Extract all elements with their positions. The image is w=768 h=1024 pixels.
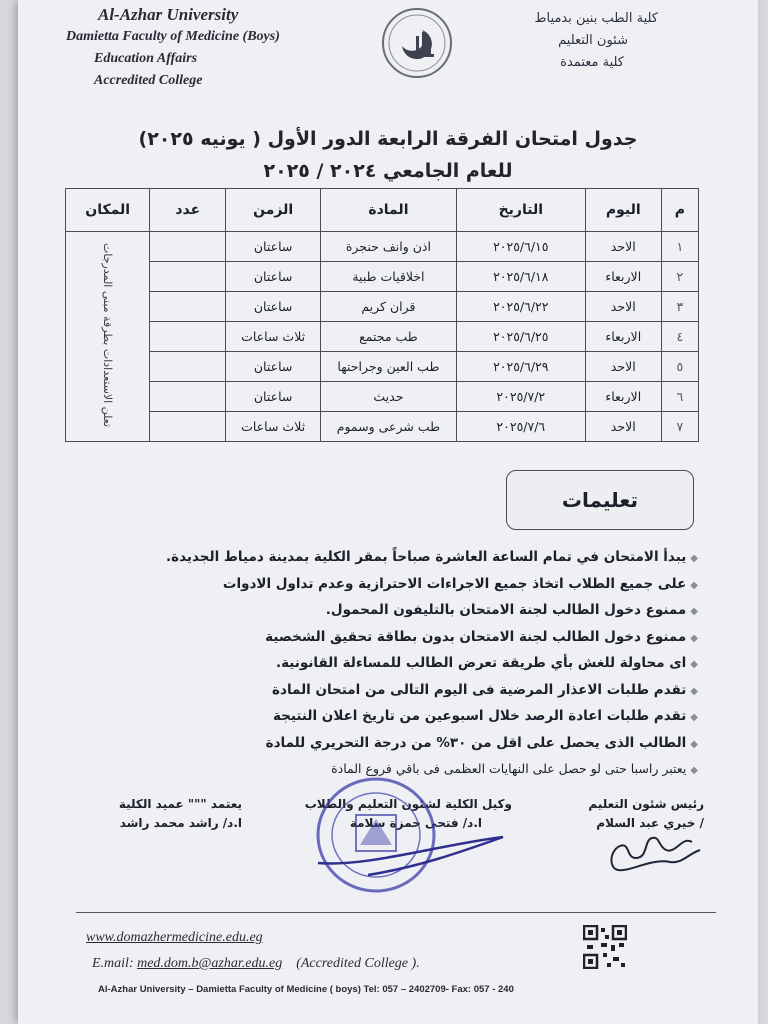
instructions-list bbox=[138, 545, 698, 784]
table-row bbox=[66, 322, 699, 352]
row-duration: ساعتان bbox=[226, 382, 321, 412]
row-subject: طب العين وجراحتها bbox=[321, 352, 457, 382]
bullet-icon: ◆ bbox=[690, 738, 698, 750]
bullet-icon: ◆ bbox=[690, 606, 698, 617]
header-count: عدد bbox=[150, 189, 226, 232]
header-arabic bbox=[535, 8, 658, 74]
row-num: ٢ bbox=[661, 262, 698, 292]
row-day: الاربعاء bbox=[585, 382, 661, 412]
signature-education-head: رئيس شئون التعليم / خيري عبد السلام bbox=[588, 797, 704, 830]
row-subject: طب مجتمع bbox=[321, 322, 457, 352]
header-num: م bbox=[661, 189, 698, 232]
row-num: ٦ bbox=[661, 382, 698, 412]
exam-place-cell bbox=[66, 232, 150, 442]
table-row bbox=[66, 232, 699, 262]
row-duration: ساعتان bbox=[226, 292, 321, 322]
row-num: ٣ bbox=[661, 292, 698, 322]
row-duration: ساعتان bbox=[226, 352, 321, 382]
row-duration: ساعتان bbox=[226, 262, 321, 292]
faculty-name: Damietta Faculty of Medicine (Boys) bbox=[66, 29, 280, 44]
row-date: ٢٠٢٥/٦/١٨ bbox=[456, 262, 585, 292]
row-duration: ساعتان bbox=[226, 232, 321, 262]
header-subject: المادة bbox=[321, 189, 457, 232]
table-row bbox=[66, 412, 699, 442]
row-count bbox=[150, 292, 226, 322]
header-place: المكان bbox=[66, 189, 150, 232]
row-date: ٢٠٢٥/٦/٢٢ bbox=[456, 292, 585, 322]
row-count bbox=[150, 382, 226, 412]
row-count bbox=[150, 232, 226, 262]
exam-place: تعلن الاستعدادات بطرقة مبنى المدرجات bbox=[101, 242, 115, 428]
footer-contact-line: Al-Azhar University – Damietta Faculty of Medicine ( boys) Tel: 057 – 2402709- Fax: 057 - 240 bbox=[98, 984, 514, 995]
list-item: ◆تقدم طلبات اعادة الرصد خلال اسبوعين من تاريخ اعلان النتيجة bbox=[272, 708, 698, 724]
list-item: ◆على جميع الطلاب اتخاذ جميع الاجراءات الاحترازية وعدم تداول الادوات bbox=[222, 575, 698, 592]
header-date: التاريخ bbox=[456, 189, 585, 232]
instructions-heading: تعليمات bbox=[506, 470, 694, 530]
bullet-icon: ◆ bbox=[690, 765, 698, 776]
row-count bbox=[150, 322, 226, 352]
handwritten-signature-icon bbox=[596, 828, 706, 878]
bullet-icon: ◆ bbox=[690, 685, 698, 697]
department-name-ar: شئون التعليم bbox=[558, 33, 628, 48]
header-english bbox=[66, 4, 280, 92]
row-day: الاربعاء bbox=[585, 262, 661, 292]
table-row bbox=[66, 382, 699, 412]
list-item: ◆الطالب الذى يحصل على اقل من ٣٠% من درجة التحريري للمادة bbox=[265, 734, 698, 751]
row-num: ٧ bbox=[661, 412, 698, 442]
email-label: E.mail: bbox=[92, 956, 134, 971]
accredited-note: (Accredited College ). bbox=[296, 956, 420, 971]
row-date: ٢٠٢٥/٧/٦ bbox=[456, 412, 585, 442]
table-row bbox=[66, 292, 699, 322]
signature-dean: يعتمد """ عميد الكلية ا.د/ راشد محمد راشد bbox=[118, 797, 242, 830]
table-row bbox=[66, 262, 699, 292]
row-subject: اذن وانف حنجرة bbox=[321, 232, 457, 262]
row-subject: اخلاقيات طبية bbox=[321, 262, 457, 292]
accreditation-label: Accredited College bbox=[94, 73, 203, 88]
table-header-row bbox=[66, 189, 699, 232]
row-subject: قران كريم bbox=[321, 292, 457, 322]
row-duration: ثلاث ساعات bbox=[226, 412, 321, 442]
row-duration: ثلاث ساعات bbox=[226, 322, 321, 352]
bullet-icon: ◆ bbox=[690, 659, 698, 670]
row-date: ٢٠٢٥/٦/٢٩ bbox=[456, 352, 585, 382]
document-page bbox=[18, 0, 758, 1024]
list-item: ◆يعتبر راسبا حتى لو حصل على النهايات العظمى فى باقي فروع المادة bbox=[331, 761, 698, 776]
row-day: الاحد bbox=[585, 292, 661, 322]
list-item: ◆اى محاولة للغش بأي طريقة تعرض الطالب للمساءلة القانونية. bbox=[275, 655, 698, 671]
signature-vice-dean: وكيل الكلية لشئون التعليم والطلاب ا.د/ فتحى حمزة سلامة bbox=[304, 797, 512, 830]
accreditation-label-ar: كلية معتمدة bbox=[560, 55, 624, 70]
list-item: ◆ممنوع دخول الطالب لجنة الامتحان بالتليفون المحمول. bbox=[325, 602, 698, 618]
bullet-icon: ◆ bbox=[690, 632, 698, 644]
department-name: Education Affairs bbox=[94, 51, 198, 66]
qr-code-icon bbox=[583, 925, 627, 969]
university-name: Al-Azhar University bbox=[98, 5, 239, 24]
row-count bbox=[150, 412, 226, 442]
faculty-name-ar: كلية الطب بنين بدمياط bbox=[534, 11, 658, 26]
university-logo-icon bbox=[380, 6, 454, 80]
bullet-icon: ◆ bbox=[690, 712, 698, 723]
email-link[interactable]: med.dom.b@azhar.edu.eg bbox=[137, 956, 283, 971]
header-duration: الزمن bbox=[226, 189, 321, 232]
row-subject: طب شرعى وسموم bbox=[321, 412, 457, 442]
row-subject: حديث bbox=[321, 382, 457, 412]
footer-divider bbox=[76, 912, 716, 913]
row-day: الاحد bbox=[585, 412, 661, 442]
row-day: الاحد bbox=[585, 232, 661, 262]
website-link[interactable]: www.domazhermedicine.edu.eg bbox=[86, 930, 263, 945]
row-day: الاحد bbox=[585, 352, 661, 382]
exam-schedule-table bbox=[65, 188, 699, 442]
row-day: الاربعاء bbox=[585, 322, 661, 352]
header-day: اليوم bbox=[585, 189, 661, 232]
row-num: ٤ bbox=[661, 322, 698, 352]
list-item: ◆ممنوع دخول الطالب لجنة الامتحان بدون بطاقة تحقيق الشخصية bbox=[265, 628, 698, 645]
academic-year-title: للعام الجامعي ٢٠٢٤ / ٢٠٢٥ bbox=[263, 160, 513, 182]
row-num: ٥ bbox=[661, 352, 698, 382]
row-count bbox=[150, 262, 226, 292]
row-date: ٢٠٢٥/٧/٢ bbox=[456, 382, 585, 412]
table-row bbox=[66, 352, 699, 382]
list-item: ◆يبدأ الامتحان في تمام الساعة العاشرة صباحاً بمقر الكلية بمدينة دمياط الجديدة. bbox=[166, 549, 698, 565]
row-num: ١ bbox=[661, 232, 698, 262]
bullet-icon: ◆ bbox=[690, 579, 698, 591]
row-date: ٢٠٢٥/٦/٢٥ bbox=[456, 322, 585, 352]
bullet-icon: ◆ bbox=[690, 553, 698, 564]
row-date: ٢٠٢٥/٦/١٥ bbox=[456, 232, 585, 262]
official-stamp-icon bbox=[298, 775, 508, 895]
list-item: ◆تقدم طلبات الاعذار المرضية فى اليوم التالى من امتحان المادة bbox=[272, 681, 698, 698]
schedule-title: جدول امتحان الفرقة الرابعة الدور الأول ( يونيه ٢٠٢٥) bbox=[138, 128, 638, 150]
email-line bbox=[92, 956, 420, 972]
row-count bbox=[150, 352, 226, 382]
